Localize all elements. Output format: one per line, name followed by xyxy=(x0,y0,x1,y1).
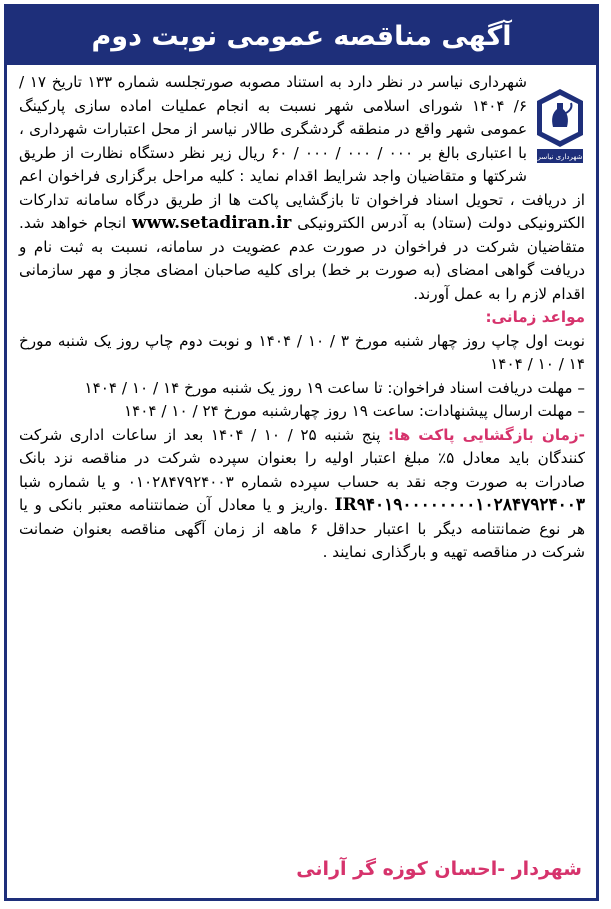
intro-text: شهرداری نیاسر در نظر دارد به استناد مصوبه صورتجلسه شماره ۱۳۳ تاریخ ۱۷ / ۶/ ۱۴۰۴ شورای اسلامی شهر نسبت به انجام عملیات اماده سازی پارکینگ عمومی شهر واقع در منطقه گردشگری طالار نیاسر از محل اعتبارات شهرداری ، با اعتباری بالغ بر ۰۰۰ / ۰۰۰ / ۰۰۰ / ۶۰ ریال زیر نظر دستگاه نظارت از طریق شرکتها و متقاضیان واجد شرایط اقدام نماید : کلیه مراحل برگزاری فراخوان اعم از دریافت ، تحویل اسناد فراخوان تا بازگشایی پاکت ها از طریق درگاه سامانه تدارکات الکترونیکی دولت (ستاد) به آدرس الکترونیکی xyxy=(19,73,586,232)
opening-paragraph xyxy=(19,424,585,565)
setad-url-link[interactable]: www.setadiran.ir xyxy=(131,213,292,233)
iban-number: IR۹۴۰۱۹۰۰۰۰۰۰۰۰۱۰۲۸۴۷۹۲۴۰۰۳ xyxy=(334,495,585,515)
notice-header xyxy=(7,7,596,65)
intro-end-text: انجام خواهد شد. متقاضیان شرکت در فراخوان در صورت عدم عضویت در سامانه، نسبت به ثبت نام و دریافت گواهی امضای (به صورت بر خط) برای کلیه صاحبان امضای مجاز و مهر سازمانی اقدام لازم را به عمل آورند. xyxy=(19,214,585,303)
schedule-heading: مواعد زمانی: xyxy=(485,308,585,326)
logo-caption: شهرداری نیاسر xyxy=(537,153,583,161)
intro-paragraph xyxy=(19,71,585,306)
mayor-signature: شهردار -احسان کوزه گر آرانی xyxy=(296,858,582,880)
notice-content xyxy=(19,71,585,565)
opening-text: پنج شنبه ۲۵ / ۱۰ / ۱۴۰۴ بعد از ساعات اداری شرکت کنندگان باید معادل ۵٪ مبلغ اعتبار اولیه را بعنوان سپرده شرکت در مناقصه نزد بانک صادرات به صورت وجه نقد به حساب سپرده شماره ۰۱۰۲۸۴۷۹۲۴۰۰۳ و یا شماره شبا xyxy=(19,425,585,491)
notice-title: آگهی مناقصه عمومی نوبت دوم xyxy=(91,20,512,52)
municipality-logo xyxy=(535,87,585,167)
document-deadline: – مهلت دریافت اسناد فراخوان: تا ساعت ۱۹ روز یک شنبه مورخ ۱۴ / ۱۰ / ۱۴۰۴ xyxy=(84,378,585,397)
print-dates: نوبت اول چاپ روز چهار شنبه مورخ ۳ / ۱۰ / ۱۴۰۴ و نوبت دوم چاپ روز یک شنبه مورخ ۱۴ / ۱۰ / ۱۴۰۴ xyxy=(19,331,585,373)
notice-frame xyxy=(4,4,599,901)
opening-text-end: .واریز و یا معادل آن ضمانتنامه معتبر بانکی و یا هر نوع ضمانتنامه دیگر با اعتبار حداقل ۶ ماهه از زمان آگهی مناقصه بعنوان ضمانت شرکت در مناقصه تهیه و بارگذاری نمایند . xyxy=(19,496,585,561)
opening-label: -زمان بازگشایی پاکت ها: xyxy=(387,425,585,444)
offer-deadline: – مهلت ارسال پیشنهادات: ساعت ۱۹ روز چهارشنبه مورخ ۲۴ / ۱۰ / ۱۴۰۴ xyxy=(123,402,585,420)
